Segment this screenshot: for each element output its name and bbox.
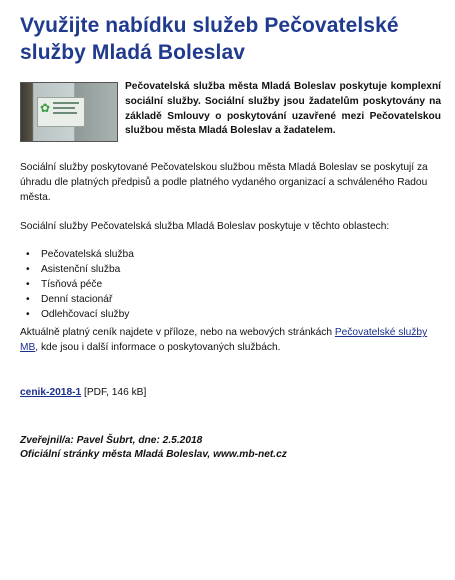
article (20, 12, 442, 463)
intro-section (20, 80, 442, 150)
list-item: • Odlehčovací služby (20, 307, 442, 322)
attachment-link[interactable]: cenik-2018-1 (20, 386, 82, 398)
paragraph-areas: Sociální služby Pečovatelská služba Mladá Boleslav poskytuje v těchto oblastech: (20, 221, 390, 233)
flower-logo-icon: ✿ (40, 101, 51, 115)
footer (20, 434, 442, 463)
attachment (20, 386, 442, 400)
attachment-meta: [PDF, 146 kB] (81, 386, 147, 398)
page-title: Využijte nabídku služeb Pečovatelské služby Mladá Boleslav (20, 14, 399, 64)
building-sign-photo (20, 82, 118, 142)
service-website-link[interactable]: Pečovatelské služby MB (20, 327, 428, 353)
pricelist-text-after: , kde jsou i další informace o poskytovaných službách. (35, 341, 281, 353)
intro-text: Pečovatelská služba města Mladá Boleslav poskytuje komplexní sociální služby. Sociální služby jsou žadatelům poskytovány na základě Smlouvy o poskytování uzavřené mezi Pečovatelskou službou města Mladá Boleslav a žadatelem. (125, 81, 441, 137)
list-item: • Asistenční služba (20, 262, 442, 277)
services-list (20, 247, 442, 322)
paragraph-pricelist (20, 326, 442, 356)
paragraph-payment: Sociální služby poskytované Pečovatelskou službou města Mladá Boleslav se poskytují za úhradu dle platných předpisů a podle platného vydaného organizací a schváleného Radou města. (20, 162, 428, 203)
list-item: • Pečovatelská služba (20, 247, 442, 262)
published-by: Zveřejnil/a: Pavel Šubrt, dne: 2.5.2018 (20, 434, 203, 446)
list-item: • Denní stacionář (20, 292, 442, 307)
official-site-note: Oficiální stránky města Mladá Boleslav, www.mb-net.cz (20, 449, 287, 461)
list-item: • Tísňová péče (20, 277, 442, 292)
pricelist-text-before: Aktuálně platný ceník najdete v příloze, nebo na webových stránkách (20, 327, 335, 339)
